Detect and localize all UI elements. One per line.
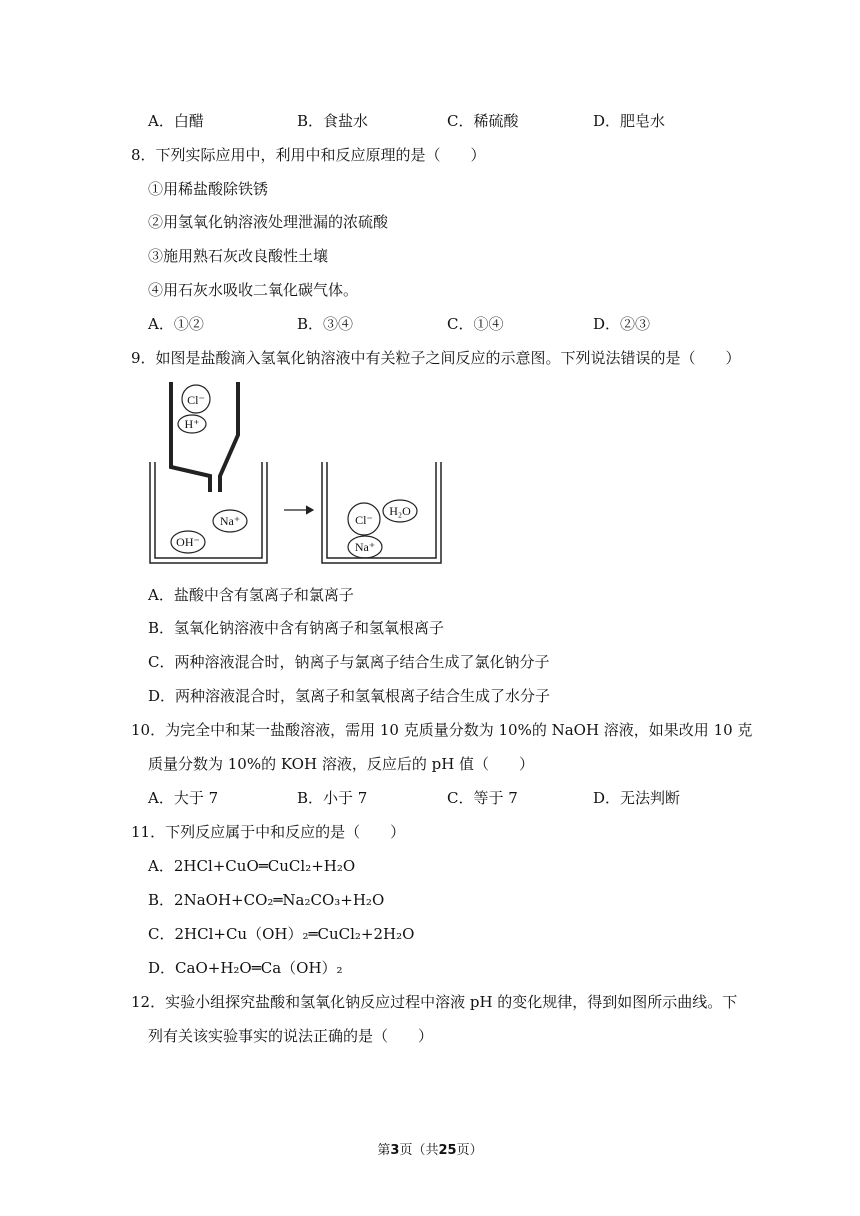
footer-page-suffix: 页） bbox=[456, 1143, 483, 1158]
reaction-arrow bbox=[284, 506, 313, 514]
q10-option-b: B．小于 7 bbox=[297, 789, 368, 807]
dropper-h-ion-label: H⁺ bbox=[184, 417, 200, 431]
q10-option-d: D．无法判断 bbox=[593, 789, 681, 807]
q11-option-a-prefix: A． bbox=[148, 857, 174, 875]
q9-option-d: D．两种溶液混合时，氢离子和氢氧根离子结合生成了水分子 bbox=[148, 687, 551, 705]
q8-item-4: ④用石灰水吸收二氧化碳气体。 bbox=[148, 281, 359, 299]
footer-page-prefix: 第 bbox=[377, 1143, 391, 1158]
q11-option-b-prefix: B． bbox=[148, 891, 175, 909]
q8-option-c: C．①④ bbox=[447, 315, 504, 333]
q11-option-c bbox=[148, 923, 414, 945]
footer-page-number: 3 bbox=[390, 1143, 400, 1158]
q12-stem-line1: 12．实验小组探究盐酸和氢氧化钠反应过程中溶液 pH 的变化规律，得到如图所示曲线。下 bbox=[131, 993, 738, 1011]
q8-stem: 8．下列实际应用中，利用中和反应原理的是（ ） bbox=[131, 146, 486, 164]
q10-stem-line2: 质量分数为 10%的 KOH 溶液，反应后的 pH 值（ ） bbox=[148, 755, 535, 773]
q7-option-a: A．白醋 bbox=[148, 112, 204, 130]
q11-option-b-equation: 2NaOH+CO₂═Na₂CO₃+H₂O bbox=[174, 891, 385, 909]
q10-option-a: A．大于 7 bbox=[148, 789, 219, 807]
q11-option-d-equation: CaO+H₂O═Ca（OH）₂ bbox=[175, 959, 343, 977]
q11-option-a bbox=[148, 855, 355, 877]
q11-option-c-prefix: C． bbox=[148, 925, 175, 943]
q11-option-d bbox=[148, 957, 343, 979]
q7-option-c: C．稀硫酸 bbox=[447, 112, 519, 130]
footer-page-total: 25 bbox=[438, 1143, 457, 1158]
q8-option-d: D．②③ bbox=[593, 315, 651, 333]
left-oh-ion-label: OH⁻ bbox=[176, 535, 200, 549]
q7-option-b: B．食盐水 bbox=[297, 112, 369, 130]
q9-option-a: A．盐酸中含有氢离子和氯离子 bbox=[148, 586, 354, 604]
q8-item-3: ③施用熟石灰改良酸性土壤 bbox=[148, 247, 329, 265]
q9-option-c: C．两种溶液混合时，钠离子与氯离子结合生成了氯化钠分子 bbox=[148, 653, 550, 671]
q10-stem-line1: 10．为完全中和某一盐酸溶液，需用 10 克质量分数为 10%的 NaOH 溶液，如果改用 10 克 bbox=[131, 721, 753, 739]
q12-stem-line2: 列有关该实验事实的说法正确的是（ ） bbox=[148, 1027, 434, 1045]
q8-option-a: A．①② bbox=[148, 315, 204, 333]
q8-item-2: ②用氢氧化钠溶液处理泄漏的浓硫酸 bbox=[148, 213, 389, 231]
q8-item-1: ①用稀盐酸除铁锈 bbox=[148, 180, 269, 198]
q10-option-c: C．等于 7 bbox=[447, 789, 518, 807]
footer-page-mid: 页（共 bbox=[399, 1143, 439, 1158]
q9-stem: 9．如图是盐酸滴入氢氧化钠溶液中有关粒子之间反应的示意图。下列说法错误的是（ ） bbox=[131, 349, 741, 367]
q11-option-b bbox=[148, 889, 384, 911]
q7-option-d: D．肥皂水 bbox=[593, 112, 666, 130]
q11-option-d-prefix: D． bbox=[148, 959, 176, 977]
left-na-ion-label: Na⁺ bbox=[219, 514, 241, 528]
right-na-ion-label: Na⁺ bbox=[354, 540, 376, 554]
right-cl-ion-label: Cl⁻ bbox=[355, 513, 373, 527]
q11-stem: 11．下列反应属于中和反应的是（ ） bbox=[131, 823, 406, 841]
q8-option-b: B．③④ bbox=[297, 315, 354, 333]
q11-option-a-equation: 2HCl+CuO═CuCl₂+H₂O bbox=[173, 857, 356, 875]
right-h2o-label: H₂O bbox=[389, 504, 411, 518]
q9-option-b: B．氢氧化钠溶液中含有钠离子和氢氧根离子 bbox=[148, 619, 445, 637]
q11-option-c-equation: 2HCl+Cu（OH）₂═CuCl₂+2H₂O bbox=[174, 925, 415, 943]
dropper-cl-ion-label: Cl⁻ bbox=[187, 393, 205, 407]
page-footer bbox=[0, 1139, 860, 1158]
